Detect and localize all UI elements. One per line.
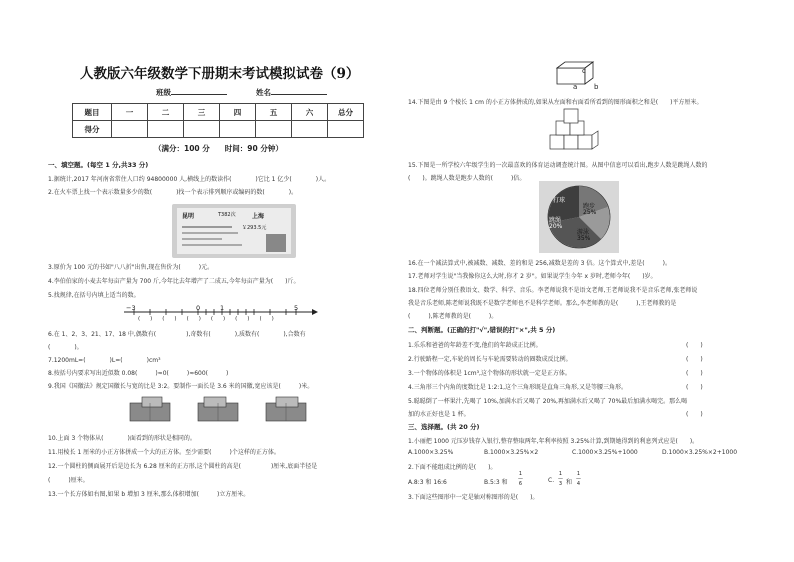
stacked-cubes-image	[548, 107, 604, 153]
class-label	[156, 87, 227, 98]
exam-info: （满分：100 分 时间：90 分钟）	[154, 144, 283, 153]
question-6-cont: ( )。	[48, 344, 83, 351]
choice-2-option-c[interactable]: C.	[548, 477, 555, 484]
ticket-from: 昆明	[182, 213, 195, 220]
score-table-cell: 六	[292, 104, 328, 121]
score-input-cell[interactable]	[328, 121, 364, 138]
class-blank[interactable]	[171, 94, 227, 95]
judge-1: 1.乐乐和爸爸的年龄差不变,他们的年龄成正比例。	[408, 342, 542, 349]
choice-2-option-b[interactable]: B.5:3 和	[484, 479, 508, 486]
score-table-cell: 一	[112, 104, 148, 121]
choice-2: 2.下面不能组成比例的是( )。	[408, 464, 497, 471]
score-table	[72, 103, 364, 138]
numberline-blanks[interactable]: ()()()()()()	[138, 316, 284, 322]
pie-label: 打球	[553, 197, 566, 204]
name-blank[interactable]	[271, 94, 327, 95]
class-label-text: 班级	[156, 88, 171, 97]
train-ticket-image	[172, 204, 296, 258]
judge-5-cont: 加的水正好也是 1 杯。	[408, 411, 470, 418]
question-12: 12.一个圆柱的侧面展开后是边长为 6.28 厘米的正方形,这个圆柱的高是( )厘米,底面半径是	[48, 463, 318, 470]
judge-4: 4.三角形三个内角的度数比是 1:2:1,这个三角形既是直角三角形,又是等腰三角形。	[408, 384, 627, 391]
fraction-image: 1 — 3	[558, 471, 563, 487]
question-15-cont: ( )。跳绳人数是跑步人数的( )倍。	[408, 175, 526, 182]
score-input-cell[interactable]	[292, 121, 328, 138]
judge-5: 5.聪聪倒了一杯果汁,先喝了 10%,加满水后又喝了 20%,再加满水后又喝了 70%最后加满水喝完。那么喝	[408, 398, 688, 405]
question-9: 9.我国《国徽法》规定国徽长与宽的比是 3:2。要制作一面长是 3.6 米的国徽,宽应该是( )米。	[48, 383, 314, 390]
question-15: 15.下图是一所学校六年级学生的一次最喜欢的体育运动调查统计图。从图中信息可以看出,跑步人数是跳绳人数的	[408, 162, 708, 169]
pie-label: 跳绳	[549, 217, 562, 224]
question-18-cont: 我是音乐老师,陈老师说我既不是数学老师也不是科学老师。那么,李老师教的是( ),王老师教的是	[408, 300, 677, 307]
question-18: 18.四位老师分别任教语文、数学、科学、音乐。李老师说我不是语文老师,王老师说我不是音乐老师,张老师说	[408, 287, 698, 294]
choice-2-option-c-and: 和	[566, 479, 573, 486]
name-label	[256, 87, 327, 98]
name-label-text: 姓名	[256, 88, 271, 97]
cuboid-label-b: b	[594, 83, 599, 91]
question-8: 8.按括号内要求写出近似数 0.08( )≈0( )≈600( )	[48, 370, 229, 377]
judge-mark[interactable]: ( )	[686, 384, 703, 391]
choice-1-option-c[interactable]: C.1000×3.25%+1000	[572, 449, 638, 456]
score-table-score-row	[73, 121, 364, 138]
choice-1: 1.小丽把 1000 元压岁钱存入银行,整存整取两年,年利率按照 3.25%计算,到期她得到的利息列式应是( )。	[408, 438, 699, 445]
section-judge-heading: 二、判断题。(正确的打"√",错误的打"×",共 5 分)	[408, 326, 556, 334]
score-table-cell: 题目	[73, 104, 112, 121]
section-choice-heading: 三、选择题。(共 20 分)	[408, 423, 480, 431]
question-13: 13.一个长方体如右图,如果 b 增加 3 厘米,那么体积增加( )立方厘米。	[48, 491, 250, 498]
question-16: 16.在一个减法算式中,被减数、减数、差的和是 256,减数是差的 3 倍。这个算式中,差是( )。	[408, 260, 671, 267]
pie-chart-image	[539, 181, 619, 253]
judge-mark[interactable]: ( )	[686, 356, 703, 363]
question-5: 5.找规律,在括号内填上适当的数。	[48, 292, 140, 299]
question-14: 14.下图是由 9 个棱长 1 cm 的小正方体拼成的,如果从左面和右面看所看到的图形面积之和是( )平方厘米。	[408, 99, 703, 106]
judge-mark[interactable]: ( )	[686, 411, 703, 418]
score-table-cell: 四	[220, 104, 256, 121]
three-cube-objects-image	[126, 395, 316, 425]
choice-2-option-a[interactable]: A.8:3 和 16:6	[408, 479, 447, 486]
ticket-number: T382次	[218, 212, 236, 218]
score-table-cell: 二	[148, 104, 184, 121]
pie-value: 20%	[549, 223, 563, 230]
question-18-cont2: ( ),陈老师教的是( )。	[408, 313, 498, 320]
fraction-image: 1 — 6	[518, 471, 523, 487]
score-input-cell[interactable]	[256, 121, 292, 138]
score-input-cell[interactable]	[148, 121, 184, 138]
score-table-header-row	[73, 104, 364, 121]
judge-3: 3.一个物体的体积是 1cm³,这个物体的形状就一定是正方体。	[408, 370, 571, 377]
choice-1-option-b[interactable]: B.1000×3.25%×2	[484, 449, 539, 456]
question-10: 10.上面 3 个物体从( )面看到的形状是相同的。	[48, 435, 196, 442]
choice-1-option-d[interactable]: D.1000×3.25%×2+1000	[662, 449, 738, 456]
score-input-cell[interactable]	[220, 121, 256, 138]
cuboid-label-c: c	[582, 67, 586, 75]
numberline-label: −3	[126, 304, 136, 312]
pie-value: 25%	[583, 209, 597, 216]
question-12-cont: ( )厘米。	[48, 477, 89, 484]
judge-2: 2.行驶路程一定,车轮的周长与车轮需要转动的圈数成反比例。	[408, 356, 572, 363]
question-17: 17.老师对学生说"当我像你这么大时,你才 2 岁"。如果说学生今年 x 岁时,老师今年( )岁。	[408, 273, 657, 280]
numberline-label: 0	[196, 304, 201, 312]
pie-value: 35%	[577, 235, 591, 242]
score-input-cell[interactable]	[184, 121, 220, 138]
section-fill-blank-heading: 一、填空题。(每空 1 分,共33 分)	[48, 161, 149, 169]
judge-mark[interactable]: ( )	[686, 370, 703, 377]
question-6: 6.在 1、2、3、21、17、18 中,偶数有( ),奇数有( ),质数有( ),合数有	[48, 331, 306, 338]
numberline-label: 1	[220, 304, 225, 312]
score-table-cell: 得分	[73, 121, 112, 138]
score-input-cell[interactable]	[112, 121, 148, 138]
fraction-image: 1 — 4	[576, 471, 581, 487]
question-1: 1.据统计,2017 年河南省常住人口约 94800000 人,横线上的数读作( )它比 1 亿少( )人。	[48, 176, 331, 183]
score-table-cell: 五	[256, 104, 292, 121]
choice-1-option-a[interactable]: A.1000×3.25%	[408, 449, 454, 456]
score-table-cell: 总分	[328, 104, 364, 121]
numberline-label: 5	[294, 304, 299, 312]
cuboid-label-a: a	[573, 83, 578, 91]
page-title: 人教版六年级数学下册期末考试模拟试卷（9）	[80, 66, 360, 82]
ticket-price: ￥293.5元	[242, 225, 267, 231]
question-7: 7.1200mL=( )L=( )cm³	[48, 357, 161, 364]
choice-3: 3.下面这些图形中一定是轴对称图形的是( )。	[408, 494, 539, 501]
score-table-cell: 三	[184, 104, 220, 121]
pie-label: 游泳	[577, 229, 590, 236]
judge-mark[interactable]: ( )	[686, 342, 703, 349]
question-3: 3.原价为 100 元的书如"八八折"出售,现在售价为( )元。	[48, 264, 214, 271]
pie-label: 跑步	[583, 203, 596, 210]
question-2: 2.在火车票上找一个表示数量多少的数( )找一个表示排列顺序或编码的数( )。	[48, 189, 298, 196]
question-4: 4.李伯伯家的小麦去年每亩产量为 700 斤,今年比去年增产了二成五,今年每亩产量为( )斤。	[48, 278, 300, 285]
question-11: 11.用棱长 1 厘米的小正方体拼成一个大的正方体。至少需要( )个这样的正方体。	[48, 449, 280, 456]
ticket-to: 上海	[252, 213, 265, 220]
